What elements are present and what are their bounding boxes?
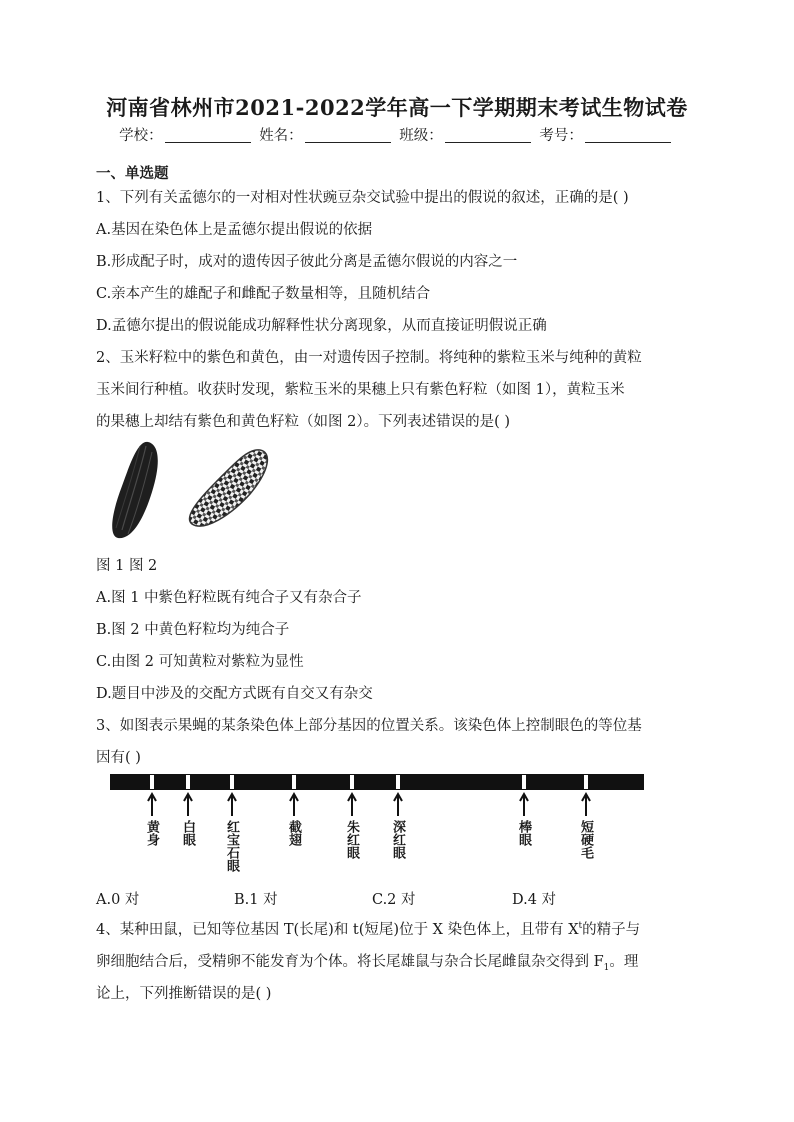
gene-arrow [148,794,156,816]
class-label: 班级： [399,128,443,144]
gene-label: 深红眼 [390,820,405,859]
q1-option-a: A.基因在染色体上是孟德尔提出假说的依据 [96,222,373,238]
gene-band [186,775,190,789]
gene-band [292,775,296,789]
q4-stem-line2 [96,950,638,973]
section-title: 一、单选题 [96,165,169,182]
gene-band [522,775,526,789]
q2-stem-line1: 2、玉米籽粒中的紫色和黄色，由一对遗传因子控制。将纯种的紫粒玉米与纯种的黄粒 [96,350,642,366]
gene-label: 朱红眼 [344,820,359,859]
q4-stem2-a: 卵细胞结合后，受精卵不能发育为个体。将长尾雄鼠与杂合长尾雌鼠杂交得到 F [96,954,604,970]
gene-arrow [228,794,236,816]
q3-option-a: A.0 对 [96,892,140,908]
q1-option-c: C.亲本产生的雄配子和雌配子数量相等，且随机结合 [96,286,431,302]
gene-band [230,775,234,789]
gene-arrow [290,794,298,816]
q2-stem-line3: 的果穗上却结有紫色和黄色籽粒（如图 2）。下列表述错误的是( ) [96,414,511,430]
class-blank[interactable] [445,128,531,143]
q2-stem-line2: 玉米间行种植。收获时发现，紫粒玉米的果穗上只有紫色籽粒（如图 1），黄粒玉米 [96,382,625,398]
name-blank[interactable] [305,128,391,143]
chromosome-diagram [108,768,648,874]
gene-arrow [184,794,192,816]
q4-stem1-a: 4、某种田鼠，已知等位基因 T(长尾)和 t(短尾)位于 X 染色体上，且带有 X [96,922,579,938]
q3-option-d: D.4 对 [512,892,557,908]
q4-stem2-b: 。理 [609,954,639,970]
student-info-row [0,124,794,145]
gene-label: 短硬毛 [578,820,593,859]
q4-stem1-sup: t [578,921,583,932]
q1-stem: 1、下列有关孟德尔的一对相对性状豌豆杂交试验中提出的假说的叙述，正确的是( ) [96,190,629,206]
name-label: 姓名： [259,128,303,144]
q4-stem2-sub: 1 [603,962,610,973]
gene-band [396,775,400,789]
q1-option-b: B.形成配子时，成对的遗传因子彼此分离是孟德尔假说的内容之一 [96,254,518,270]
corn-ears-figure [100,432,300,544]
q2-figure-caption: 图 1 图 2 [96,558,158,574]
q3-option-b: B.1 对 [234,892,278,908]
gene-band [350,775,354,789]
q3-stem-line1: 3、如图表示果蝇的某条染色体上部分基因的位置关系。该染色体上控制眼色的等位基 [96,718,642,734]
exam-no-blank[interactable] [585,128,671,143]
q2-option-c: C.由图 2 可知黄粒对紫粒为显性 [96,654,304,670]
chromosome-bar [110,774,644,790]
gene-label: 棒眼 [516,820,531,846]
gene-arrow [348,794,356,816]
purple-corn-ear-fig1 [112,442,158,538]
gene-arrow [520,794,528,816]
q4-stem-line3: 论上，下列推断错误的是( ) [96,986,272,1002]
gene-arrow [582,794,590,816]
gene-band [584,775,588,789]
school-label: 学校： [119,128,163,144]
q3-stem-line2: 因有( ) [96,750,141,766]
q3-option-c: C.2 对 [372,892,416,908]
exam-no-label: 考号： [539,128,583,144]
page-title: 河南省林州市2021-2022学年高一下学期期末考试生物试卷 [106,95,688,120]
q4-stem-line1 [96,918,640,939]
gene-band [150,775,154,789]
q2-option-b: B.图 2 中黄色籽粒均为纯合子 [96,622,290,638]
gene-arrow [394,794,402,816]
mixed-corn-ear-fig2 [189,450,267,526]
q4-stem1-b: 的精子与 [582,922,641,938]
q1-option-d: D.孟德尔提出的假说能成功解释性状分离现象，从而直接证明假说正确 [96,318,547,334]
gene-label: 截翅 [286,820,301,846]
gene-label: 黄身 [144,820,159,846]
school-blank[interactable] [165,128,251,143]
gene-label: 红宝石眼 [224,820,239,872]
q2-option-a: A.图 1 中紫色籽粒既有纯合子又有杂合子 [96,590,362,606]
q2-option-d: D.题目中涉及的交配方式既有自交又有杂交 [96,686,373,702]
chromosome-bar-svg [108,768,648,818]
gene-label: 白眼 [180,820,195,846]
